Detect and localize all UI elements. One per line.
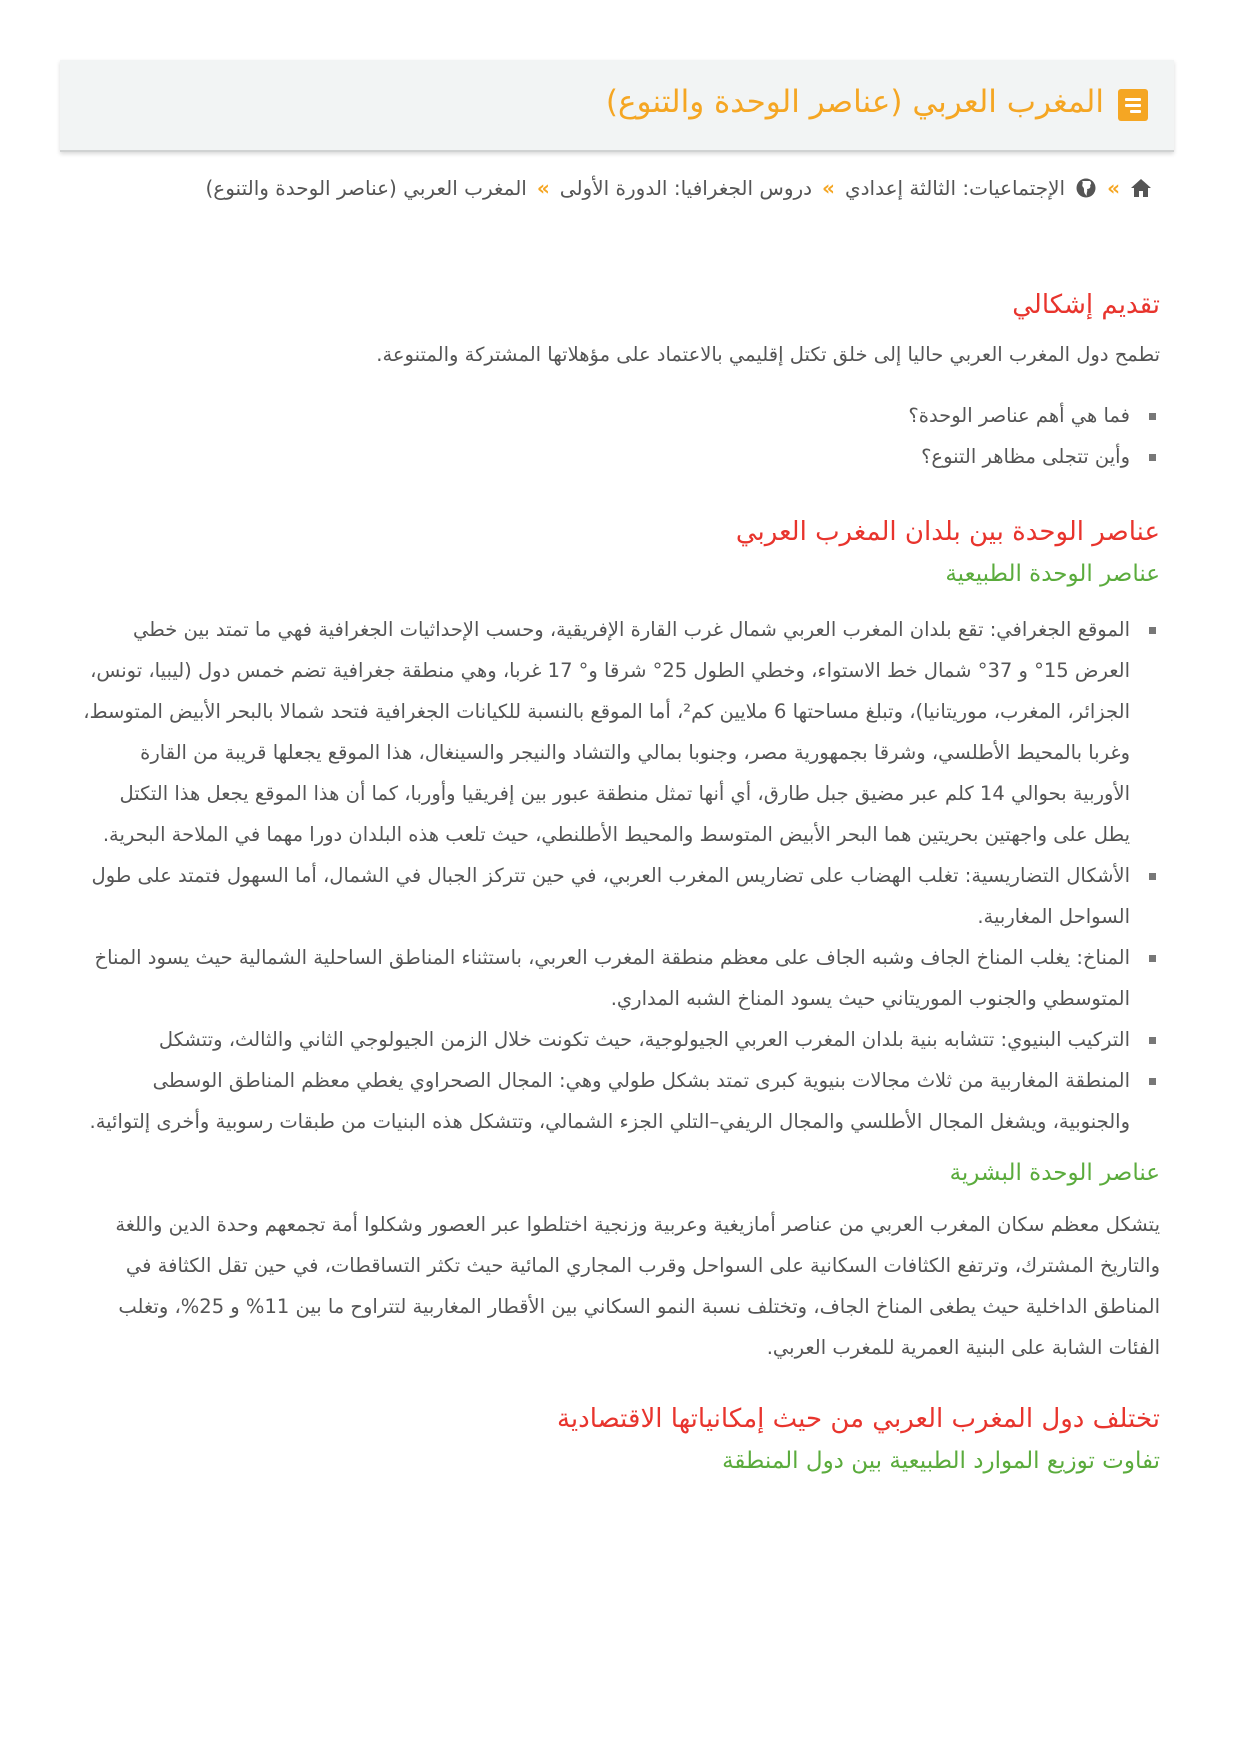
globe-icon [1075,177,1097,199]
list-item: الموقع الجغرافي: تقع بلدان المغرب العربي شمال غرب القارة الإفريقية، وحسب الإحداثيات الجغرافية فهي ما تمتد بين خطي العرض 15° و 37° شمال خط الاستواء، وخطي الطول 25° شرقا و° 17 غربا، وهي منطقة جغرافية تضم خمس دول (ليبيا، تونس، الجزائر، المغرب، موريتانيا)، وتبلغ مساحتها 6 ملايين كم²، أما الموقع بالنسبة للكيانات الجغرافية فتحد شمالا بالبحر الأبيض المتوسط، وغربا بالمحيط الأطلسي، وشرقا بجمهورية مصر، وجنوبا بمالي والتشاد والنيجر والسينغال، هذا الموقع يجعلها قريبة من القارة الأوربية بحوالي 14 كلم عبر مضيق جبل طارق، أي أنها تمثل منطقة عبور بين إفريقيا وأوربا، كما أن هذا الموقع يجعل هذا التكتل يطل على واجهتين بحريتين هما البحر الأبيض المتوسط والمحيط الأطلنطي، حيث تلعب هذه البلدان دورا مهما في الملاحة البحرية. [80,609,1160,855]
breadcrumb-separator: » [536,176,550,200]
intro-paragraph: تطمح دول المغرب العربي حاليا إلى خلق تكتل إقليمي بالاعتماد على مؤهلاتها المشتركة والمتنوعة. [376,343,1160,366]
subheading-human-unity: عناصر الوحدة البشرية [949,1160,1160,1186]
home-icon[interactable] [1130,178,1152,198]
document-icon [1118,89,1148,121]
list-item: المنطقة المغاربية من ثلاث مجالات بنيوية كبرى تمتد بشكل طولي وهي: المجال الصحراوي يغطي معظم المناطق الوسطى والجنوبية، ويشغل المجال الأطلسي والمجال الريفي–التلي الجزء الشمالي، وتتشكل هذه البنيات من طبقات رسوبية وأخرى إلتوائية. [80,1060,1160,1142]
list-item: التركيب البنيوي: تتشابه بنية بلدان المغرب العربي الجيولوجية، حيث تكونت خلال الزمن الجيولوجي الثاني والثالث، وتتشكل [80,1019,1160,1060]
intro-questions [80,395,1160,477]
list-item: المناخ: يغلب المناخ الجاف وشبه الجاف على معظم منطقة المغرب العربي، باستثناء المناطق الساحلية الشمالية حيث يسود المناخ المتوسطي والجنوب الموريتاني حيث يسود المناخ الشبه المداري. [80,937,1160,1019]
page-header [60,60,1174,152]
human-unity-paragraph: يتشكل معظم سكان المغرب العربي من عناصر أمازيغية وعربية وزنجية اختلطوا عبر العصور وشكلوا أمة تجمعهم وحدة الدين واللغة والتاريخ المشترك، وترتفع الكثافات السكانية على السواحل وقرب المجاري المائية حيث تكثر التساقطات، في حين تقل الكثافة في المناطق الداخلية حيث يطغى المناخ الجاف، وتختلف نسبة النمو السكاني بين الأقطار المغاربية لتتراوح ما بين 11% و 25%، وتغلب الفئات الشابة على البنية العمرية للمغرب العربي. [115,1213,1160,1359]
article-content [80,290,1160,1474]
natural-unity-list [80,609,1160,1142]
section-heading-intro: تقديم إشكالي [1012,290,1160,320]
subheading-resources: تفاوت توزيع الموارد الطبيعية بين دول المنطقة [722,1448,1160,1474]
list-item: فما هي أهم عناصر الوحدة؟ [80,395,1160,436]
list-item: الأشكال التضاريسية: تغلب الهضاب على تضاريس المغرب العربي، في حين تتركز الجبال في الشمال، أما السهول فتمتد على طول السواحل المغاربية. [80,855,1160,937]
page-title: المغرب العربي (عناصر الوحدة والتنوع) [605,84,1104,120]
section-heading-unity: عناصر الوحدة بين بلدان المغرب العربي [735,517,1160,547]
breadcrumb-separator: » [1107,176,1120,200]
list-item: وأين تتجلى مظاهر التنوع؟ [80,436,1160,477]
breadcrumb [205,176,1152,200]
subheading-natural-unity: عناصر الوحدة الطبيعية [945,561,1160,587]
breadcrumb-item-current: المغرب العربي (عناصر الوحدة والتنوع) [205,176,527,200]
breadcrumb-separator: » [822,176,835,200]
breadcrumb-item-course[interactable]: دروس الجغرافيا: الدورة الأولى [559,176,813,200]
section-heading-economy: تختلف دول المغرب العربي من حيث إمكانياتها الاقتصادية [556,1404,1160,1434]
breadcrumb-item-grade[interactable]: الإجتماعيات: الثالثة إعدادي [844,176,1066,200]
